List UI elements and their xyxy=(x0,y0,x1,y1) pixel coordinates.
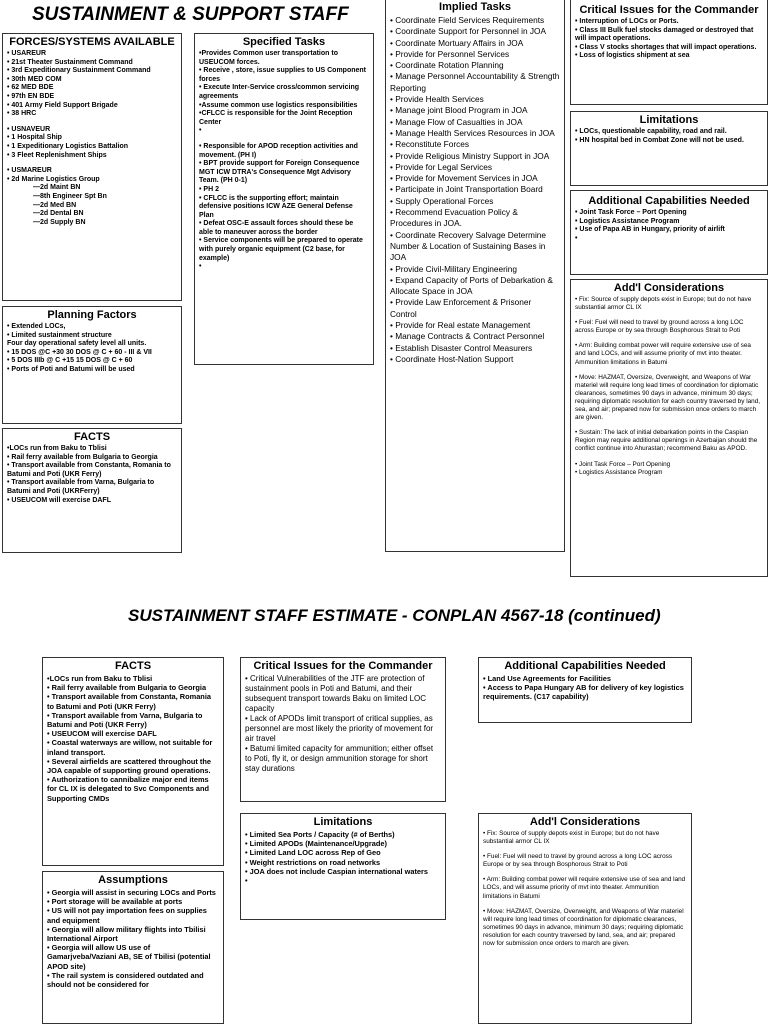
list-item: • 1 Expeditionary Logistics Battalion xyxy=(7,142,129,150)
list-item: • xyxy=(245,876,248,886)
list-item: • Rail ferry available from Bulgaria to Georgia xyxy=(7,453,158,461)
bottom-critical-heading: Critical Issues for the Commander xyxy=(253,660,433,672)
list-item: • Defeat OSC-E assault forces should these be able to maneuver across the border xyxy=(199,220,354,236)
list-item: •Provides Common user transportation to USEUCOM forces. xyxy=(199,50,338,66)
list-item: • Coordinate Rotation Planning xyxy=(390,60,504,71)
specified-box xyxy=(194,33,374,365)
list-item: • USEUCOM will exercise DAFL xyxy=(7,496,111,504)
list-item: • Loss of logistics shipment at sea xyxy=(575,52,690,60)
list-item: • Transport available from Varna, Bulgaria to Batumi and Poti (UKR Ferry) xyxy=(47,710,203,730)
top-title: SUSTAINMENT & SUPPORT STAFF xyxy=(32,4,349,25)
list-item: • Transport available from Constanta, Romania to Batumi and Poti (UKR Ferry) xyxy=(47,692,211,711)
list-item: • 30th MED COM xyxy=(7,75,62,83)
implied-heading: Implied Tasks xyxy=(439,1,511,13)
bottom-critical-box xyxy=(240,657,446,802)
list-item: • Provide for Movement Services in JOA xyxy=(390,173,538,184)
list-item: • 15 DOS @C +30 30 DOS @ C + 60 - III & VII xyxy=(7,348,152,356)
list-spacer xyxy=(483,901,687,908)
bottom-facts-heading: FACTS xyxy=(114,660,152,672)
list-spacer xyxy=(575,367,763,374)
specified-heading: Specified Tasks xyxy=(242,36,326,48)
planning-box xyxy=(2,306,182,424)
top-critical-list xyxy=(571,18,767,61)
list-item: • USMAREUR xyxy=(7,167,52,175)
list-item: • Reconstitute Forces xyxy=(390,139,469,150)
list-item: • Manage Flow of Casualties in JOA xyxy=(390,116,523,127)
list-item: • Ports of Poti and Batumi will be used xyxy=(7,365,135,373)
list-item: • Execute Inter-Service cross/common servicing agreements xyxy=(199,84,360,100)
list-item: • US will not pay importation fees on supplies and equipment xyxy=(47,906,207,925)
list-item: • LOCs, questionable capability, road and rail. xyxy=(575,128,727,135)
list-item: • Limited APODs (Maintenance/Upgrade) xyxy=(245,839,387,849)
planning-list xyxy=(3,323,181,375)
bottom-facts-box xyxy=(42,657,224,866)
top-critical-box xyxy=(570,0,768,105)
list-item: • Move: HAZMAT, Oversize, Overweight, and Weapons of War materiel will require long lead times of coordination for diplomatic clearances, sometimes 90 days in advance, minimum 30 days; requiring diplomatic resolution for each country traversed by land, sea, and air; prepared now for submission once orders to march are given. xyxy=(575,373,761,422)
list-item: • Provide Health Services xyxy=(390,94,484,105)
list-item: • Georgia will assist in securing LOCs and Ports xyxy=(47,888,216,897)
list-item: • 2d Marine Logistics Group xyxy=(7,175,100,183)
bottom-critical-list xyxy=(241,674,445,774)
list-item: • 401 Army Field Support Brigade xyxy=(7,101,118,109)
list-item: • Class III Bulk fuel stocks damaged or destroyed that will impact operations. xyxy=(575,26,754,43)
list-item: • xyxy=(199,127,202,135)
top-facts-list xyxy=(3,445,181,505)
list-item: • Critical Vulnerabilities of the JTF are protection of sustainment pools in Poti and Batumi, and their subsequent transport towards Baku on limited LOC capacity xyxy=(245,674,426,713)
list-item: —2d Dental BN xyxy=(33,210,84,218)
list-item: —2d Supply BN xyxy=(33,218,86,226)
top-additional-list xyxy=(571,209,767,243)
top-additional-box xyxy=(570,190,768,275)
list-item: • Manage Health Services Resources in JOA xyxy=(390,127,555,138)
list-item: • Coordinate Field Services Requirements xyxy=(390,15,545,25)
list-item: • Fix: Source of supply depots exist in Europe; but do not have substantial armor CL IX xyxy=(483,830,660,846)
bottom-additional-list xyxy=(479,674,691,702)
list-item: • Arm: Building combat power will require extensive use of sea and land LOCs, and will assume priority of mvt into theater. Ammunition limitations in Batumi xyxy=(575,342,751,366)
implied-box xyxy=(385,0,565,552)
list-item: • 5 DOS IIIb @ C +15 15 DOS @ C + 60 xyxy=(7,357,133,365)
list-item: • Interruption of LOCs or Ports. xyxy=(575,18,679,25)
list-item: • Logistics Assistance Program xyxy=(575,468,663,476)
list-spacer xyxy=(7,160,177,167)
list-item: • Move: HAZMAT, Oversize, Overweight, and Weapons of War materiel will require long lead times of coordination for diplomatic clearances, sometimes 90 days in advance, minimum 30 days; requiring diplomatic resolution for each country traversed by land, sea, and air; prepared now for submission once orders to march are given. xyxy=(483,907,684,948)
list-item: • USEUCOM will exercise DAFL xyxy=(47,729,157,739)
top-limitations-list xyxy=(571,128,767,145)
bottom-title: SUSTAINMENT STAFF ESTIMATE - CONPLAN 4567-18 (continued) xyxy=(128,606,661,625)
bottom-additional-box xyxy=(478,657,692,723)
bottom-limitations-box xyxy=(240,813,446,920)
list-item: •LOCs run from Baku to Tblisi xyxy=(47,674,153,683)
list-item: • 3rd Expeditionary Sustainment Command xyxy=(7,67,151,75)
list-item: • Rail ferry available from Bulgaria to Georgia xyxy=(47,683,207,693)
list-item: • Extended LOCs, xyxy=(7,323,66,330)
list-item: • BPT provide support for Foreign Consequence MGT ICW DTRA's Consequence Mgt Advisory Team. (PH 0-1) xyxy=(199,160,360,185)
list-item: • Provide for Personnel Services xyxy=(390,48,510,59)
assumptions-heading: Assumptions xyxy=(98,874,168,886)
list-item: • Coastal waterways are willow, not suitable for inland transport. xyxy=(47,738,213,757)
list-item: •Assume common use logistics responsibilities xyxy=(199,101,358,109)
top-addl-list xyxy=(571,296,767,477)
list-item: • Expand Capacity of Ports of Debarkation & Allocate Space in JOA xyxy=(390,274,553,297)
list-item: • 1 Hospital Ship xyxy=(7,134,62,142)
list-item: • 62 MED BDE xyxy=(7,84,54,92)
list-item: • Manage Contracts & Contract Personnel xyxy=(390,331,545,342)
top-additional-heading: Additional Capabilities Needed xyxy=(588,195,750,207)
list-item: • Georgia will allow US use of Gamarjveba/Vaziani AB, SE of Tbilisi (potential APOD site) xyxy=(47,943,211,971)
list-spacer xyxy=(483,846,687,853)
list-item: • Fix: Source of supply depots exist in Europe; but do not have substantial armor CL IX xyxy=(575,296,752,312)
list-item: •LOCs run from Baku to Tblisi xyxy=(7,445,107,452)
forces-sub-list xyxy=(3,184,181,227)
list-spacer xyxy=(199,136,369,143)
bottom-additional-heading: Additional Capabilities Needed xyxy=(504,660,666,672)
list-item: • Land Use Agreements for Facilities xyxy=(483,674,611,683)
list-item: •CFLCC is responsible for the Joint Reception Center xyxy=(199,110,353,126)
list-item: • Transport available from Varna, Bulgaria to Batumi and Poti (UKRFerry) xyxy=(7,479,155,495)
top-facts-box xyxy=(2,428,182,553)
specified-list xyxy=(195,50,373,272)
forces-box xyxy=(2,33,182,301)
list-item: • 97th EN BDE xyxy=(7,92,55,100)
list-item: • Joint Task Force – Port Opening xyxy=(575,460,671,468)
list-item: • 21st Theater Sustainment Command xyxy=(7,58,133,66)
forces-heading: FORCES/SYSTEMS AVAILABLE xyxy=(9,36,175,48)
planning-heading: Planning Factors xyxy=(47,309,137,321)
list-item: • Arm: Building combat power will require extensive use of sea and land LOCs, and will assume priority of mvt into theater. Ammunition limitations in Batumi xyxy=(483,876,686,900)
top-limitations-box xyxy=(570,111,768,186)
list-spacer xyxy=(575,335,763,342)
forces-list xyxy=(3,50,181,184)
list-item: • Manage Personnel Accountability & Strength Reporting xyxy=(390,71,560,93)
list-item: • The rail system is considered outdated and should not be considered for xyxy=(47,970,204,990)
bottom-limitations-heading: Limitations xyxy=(313,816,373,828)
assumptions-list xyxy=(43,888,223,989)
list-item: —2d Med BN xyxy=(33,201,77,209)
list-item: • xyxy=(199,263,202,271)
list-item: • Coordinate Support for Personnel in JOA xyxy=(390,26,547,37)
list-item: • Port storage will be available at ports xyxy=(47,897,183,907)
list-item: • Coordinate Host-Nation Support xyxy=(390,353,514,364)
bottom-addl-heading: Add'l Considerations xyxy=(529,816,641,828)
list-item: • xyxy=(575,234,578,242)
list-spacer xyxy=(575,422,763,429)
list-item: • Coordinate Mortuary Affairs in JOA xyxy=(390,37,524,48)
list-item: • Use of Papa AB in Hungary, priority of airlift xyxy=(575,226,725,234)
bottom-limitations-list xyxy=(241,830,445,885)
list-spacer xyxy=(575,454,763,461)
list-item: • Access to Papa Hungary AB for delivery of key logistics requirements. (C17 capability) xyxy=(483,683,684,702)
list-item: • Lack of APODs limit transport of critical supplies, as personnel are most likely the priority of movement for air travel xyxy=(245,714,434,743)
list-item: • Georgia will allow military flights into Tbilisi International Airport xyxy=(47,924,206,944)
list-item: • HN hospital bed in Combat Zone will not be used. xyxy=(575,136,744,144)
list-item: —8th Engineer Spt Bn xyxy=(33,192,107,200)
bottom-addl-box xyxy=(478,813,692,1024)
list-spacer xyxy=(483,869,687,876)
list-item: • Participate in Joint Transportation Board xyxy=(390,184,543,195)
implied-list xyxy=(386,15,564,365)
list-spacer xyxy=(7,119,177,126)
list-item: Four day operational safety level all units. xyxy=(7,340,147,348)
list-item: • Limited Sea Ports / Capacity (# of Berths) xyxy=(245,830,395,839)
list-spacer xyxy=(575,312,763,319)
list-item: • CFLCC is the supporting effort; maintain defensive positions ICW AZE General Defense Plan xyxy=(199,194,353,219)
list-item: • Recommend Evacuation Policy & Procedures in JOA. xyxy=(390,207,518,229)
bottom-addl-list xyxy=(479,830,691,948)
list-item: • Batumi limited capacity for ammunition; either offset to Poti, fly it, or design ammunition storage for short stay durations xyxy=(245,744,434,773)
list-item: —2d Maint BN xyxy=(33,184,81,192)
list-item: • Coordinate Recovery Salvage Determine Number & Location of Sustaining Bases in JOA xyxy=(390,229,547,263)
list-item: • Limited Land LOC across Rep of Geo xyxy=(245,848,381,858)
list-item: • Establish Disaster Control Measurers xyxy=(390,342,533,353)
list-item: • Manage joint Blood Program in JOA xyxy=(390,105,528,116)
top-facts-heading: FACTS xyxy=(73,431,111,443)
list-item: • Fuel: Fuel will need to travel by ground across a long LOC across Europe or by sea through Bosphorous Strait to Poti xyxy=(575,319,744,335)
list-item: • Supply Operational Forces xyxy=(390,195,494,206)
list-item: • USAREUR xyxy=(7,50,47,57)
list-item: • Authorization to cannibalize major end items for CL IX is delegated to Svc Components and Supporting CMDs xyxy=(47,775,210,803)
top-addl-box xyxy=(570,279,768,577)
list-item: • Service components will be prepared to operate with purely organic equipment (C2 base, for example) xyxy=(199,237,363,262)
assumptions-box xyxy=(42,871,224,1024)
list-item: • Class V stocks shortages that will impact operations. xyxy=(575,43,757,51)
list-item: • Limited sustainment structure xyxy=(7,331,112,339)
list-item: • Joint Task Force – Port Opening xyxy=(575,209,687,216)
list-item: • Several airfields are scattered throughout the JOA capable of supporting ground operations. xyxy=(47,756,211,776)
list-item: • Logistics Assistance Program xyxy=(575,217,680,225)
top-addl-heading: Add'l Considerations xyxy=(613,282,725,294)
list-item: • 3 Fleet Replenishment Ships xyxy=(7,151,107,159)
list-item: • Weight restrictions on road networks xyxy=(245,857,381,867)
list-item: • JOA does not include Caspian international waters xyxy=(245,866,429,876)
list-item: • Provide Civil-Military Engineering xyxy=(390,263,517,274)
list-item: • Sustain: The lack of initial debarkation points in the Caspian Region may require additional openings in Azerbaijan should the conflict continue into Ahurastan; recommend Baku as APOD. xyxy=(575,429,758,453)
list-item: • PH 2 xyxy=(199,185,219,193)
list-item: • Transport available from Constanta, Romania to Batumi and Poti (UKR Ferry) xyxy=(7,462,171,478)
list-item: • Provide for Legal Services xyxy=(390,161,493,172)
list-item: • USNAVEUR xyxy=(7,125,51,133)
top-critical-heading: Critical Issues for the Commander xyxy=(579,4,759,16)
list-item: • Receive , store, issue supplies to US Component forces xyxy=(199,67,366,83)
list-item: • Responsible for APOD reception activities and movement. (PH I) xyxy=(199,142,358,159)
list-item: • Fuel: Fuel will need to travel by ground across a long LOC across Europe or by sea through Bosphorous Strait to Poti xyxy=(483,853,673,869)
list-item: • Provide Religious Ministry Support in JOA xyxy=(390,150,550,161)
bottom-facts-list xyxy=(43,674,223,803)
top-limitations-heading: Limitations xyxy=(639,114,699,126)
list-item: • Provide Law Enforcement & Prisoner Control xyxy=(390,297,532,319)
list-item: • 38 HRC xyxy=(7,110,37,118)
list-item: • Provide for Real estate Management xyxy=(390,320,531,331)
